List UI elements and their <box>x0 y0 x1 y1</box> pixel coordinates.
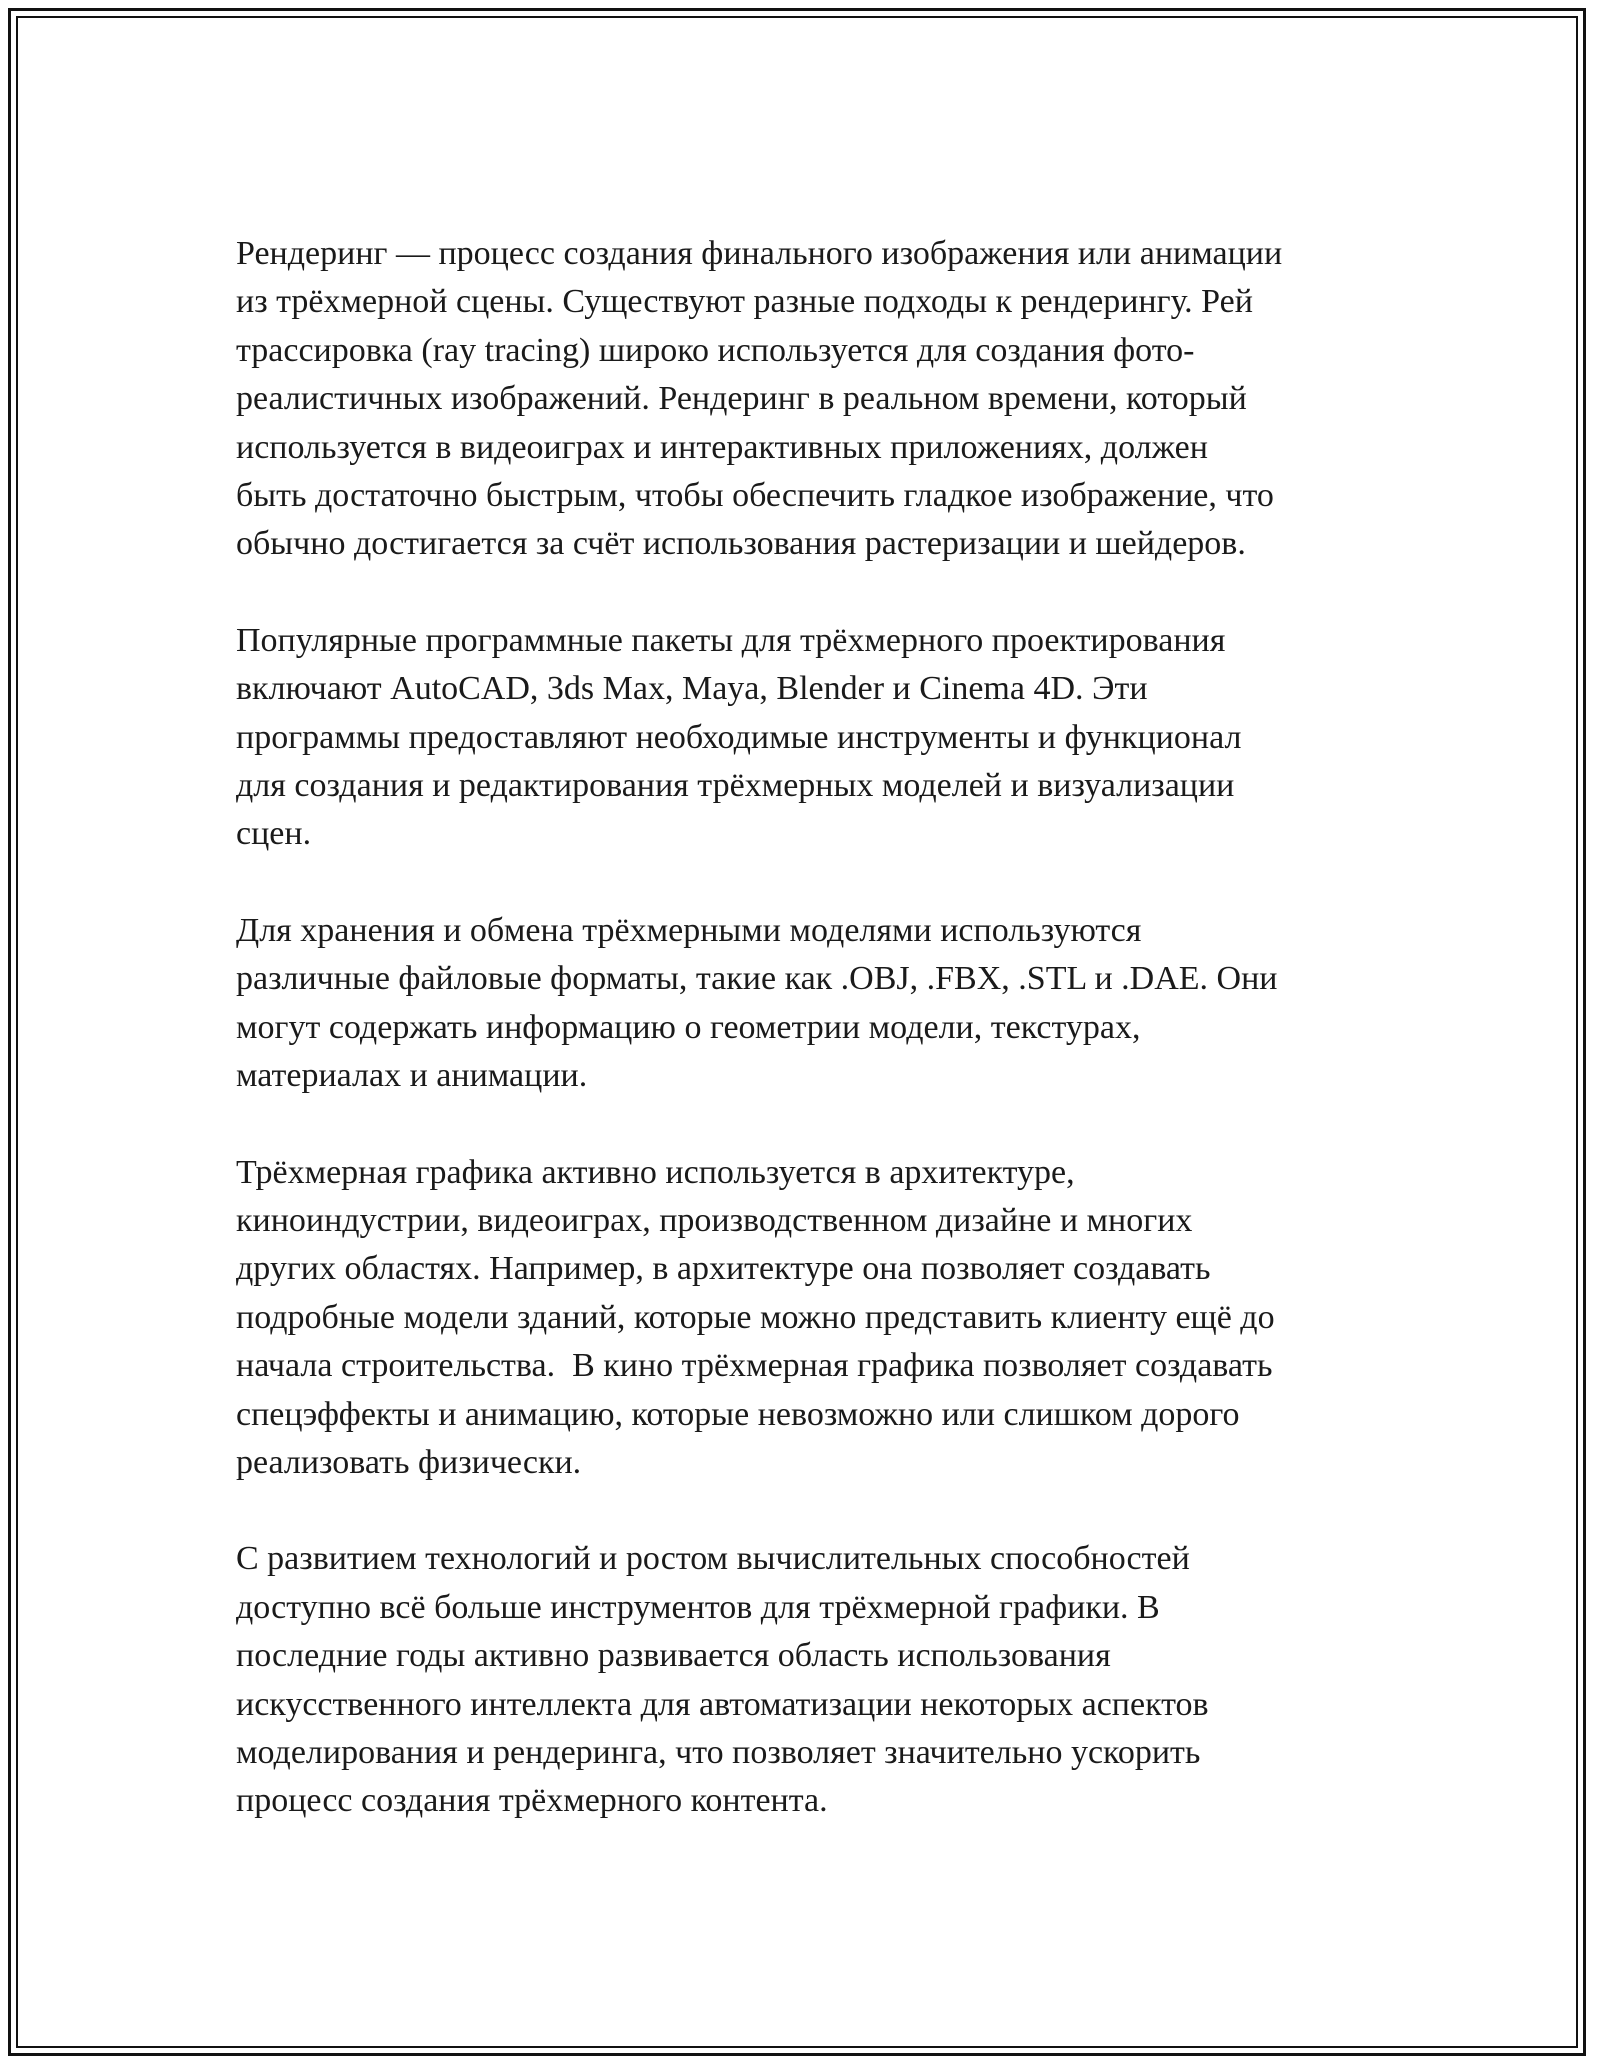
text-line: используется в видеоиграх и интерактивных приложениях, должен <box>236 428 1208 466</box>
text-line: быть достаточно быстрым, чтобы обеспечить гладкое изображение, что <box>236 477 1274 515</box>
text-line: реализовать физически. <box>236 1443 582 1481</box>
text-line: обычно достигается за счёт использования растеризации и шейдеров. <box>236 525 1246 563</box>
text-line: последние годы активно развивается область использования <box>236 1637 1111 1675</box>
text-line: различные файловые форматы, такие как .OBJ, .FBX, .STL и .DAE. Они <box>236 960 1278 998</box>
text-line: реалистичных изображений. Рендеринг в реальном времени, который <box>236 380 1247 418</box>
paragraph-applications <box>236 1149 1396 1488</box>
paragraph-technology-development <box>236 1535 1396 1825</box>
document-body <box>236 230 1396 1874</box>
paragraph-rendering <box>236 230 1396 569</box>
text-line: из трёхмерной сцены. Существуют разные подходы к рендерингу. Рей <box>236 283 1253 321</box>
text-line: процесс создания трёхмерного контента. <box>236 1782 828 1820</box>
text-line: программы предоставляют необходимые инструменты и функционал <box>236 718 1242 756</box>
text-line: других областях. Например, в архитектуре она позволяет создавать <box>236 1250 1211 1288</box>
text-line: моделирования и рендеринга, что позволяет значительно ускорить <box>236 1733 1201 1771</box>
text-line: Трёхмерная графика активно используется в архитектуре, <box>236 1153 1075 1191</box>
text-line: сцен. <box>236 815 312 853</box>
text-line: начала строительства. В кино трёхмерная графика позволяет создавать <box>236 1347 1273 1385</box>
text-line: Популярные программные пакеты для трёхмерного проектирования <box>236 621 1226 659</box>
text-line: искусственного интеллекта для автоматизации некоторых аспектов <box>236 1685 1209 1723</box>
text-line: для создания и редактирования трёхмерных моделей и визуализации <box>236 767 1235 805</box>
paragraph-file-formats <box>236 907 1396 1101</box>
text-line: могут содержать информацию о геометрии модели, текстурах, <box>236 1008 1141 1046</box>
text-line: С развитием технологий и ростом вычислительных способностей <box>236 1540 1190 1578</box>
text-line: Для хранения и обмена трёхмерными моделями используются <box>236 911 1142 949</box>
text-line: Рендеринг — процесс создания финального изображения или анимации <box>236 235 1283 272</box>
text-line: материалах и анимации. <box>236 1057 588 1095</box>
text-line: подробные модели зданий, которые можно представить клиенту ещё до <box>236 1298 1275 1336</box>
text-line: доступно всё больше инструментов для трёхмерной графики. В <box>236 1588 1160 1626</box>
paragraph-software <box>236 617 1396 859</box>
text-line: трассировка (ray tracing) широко используется для создания фото- <box>236 331 1195 369</box>
text-line: киноиндустрии, видеоиграх, производственном дизайне и многих <box>236 1201 1193 1239</box>
text-line: спецэффекты и анимацию, которые невозможно или слишком дорого <box>236 1395 1240 1433</box>
text-line: включают AutoCAD, 3ds Max, Maya, Blender и Cinema 4D. Эти <box>236 670 1148 708</box>
